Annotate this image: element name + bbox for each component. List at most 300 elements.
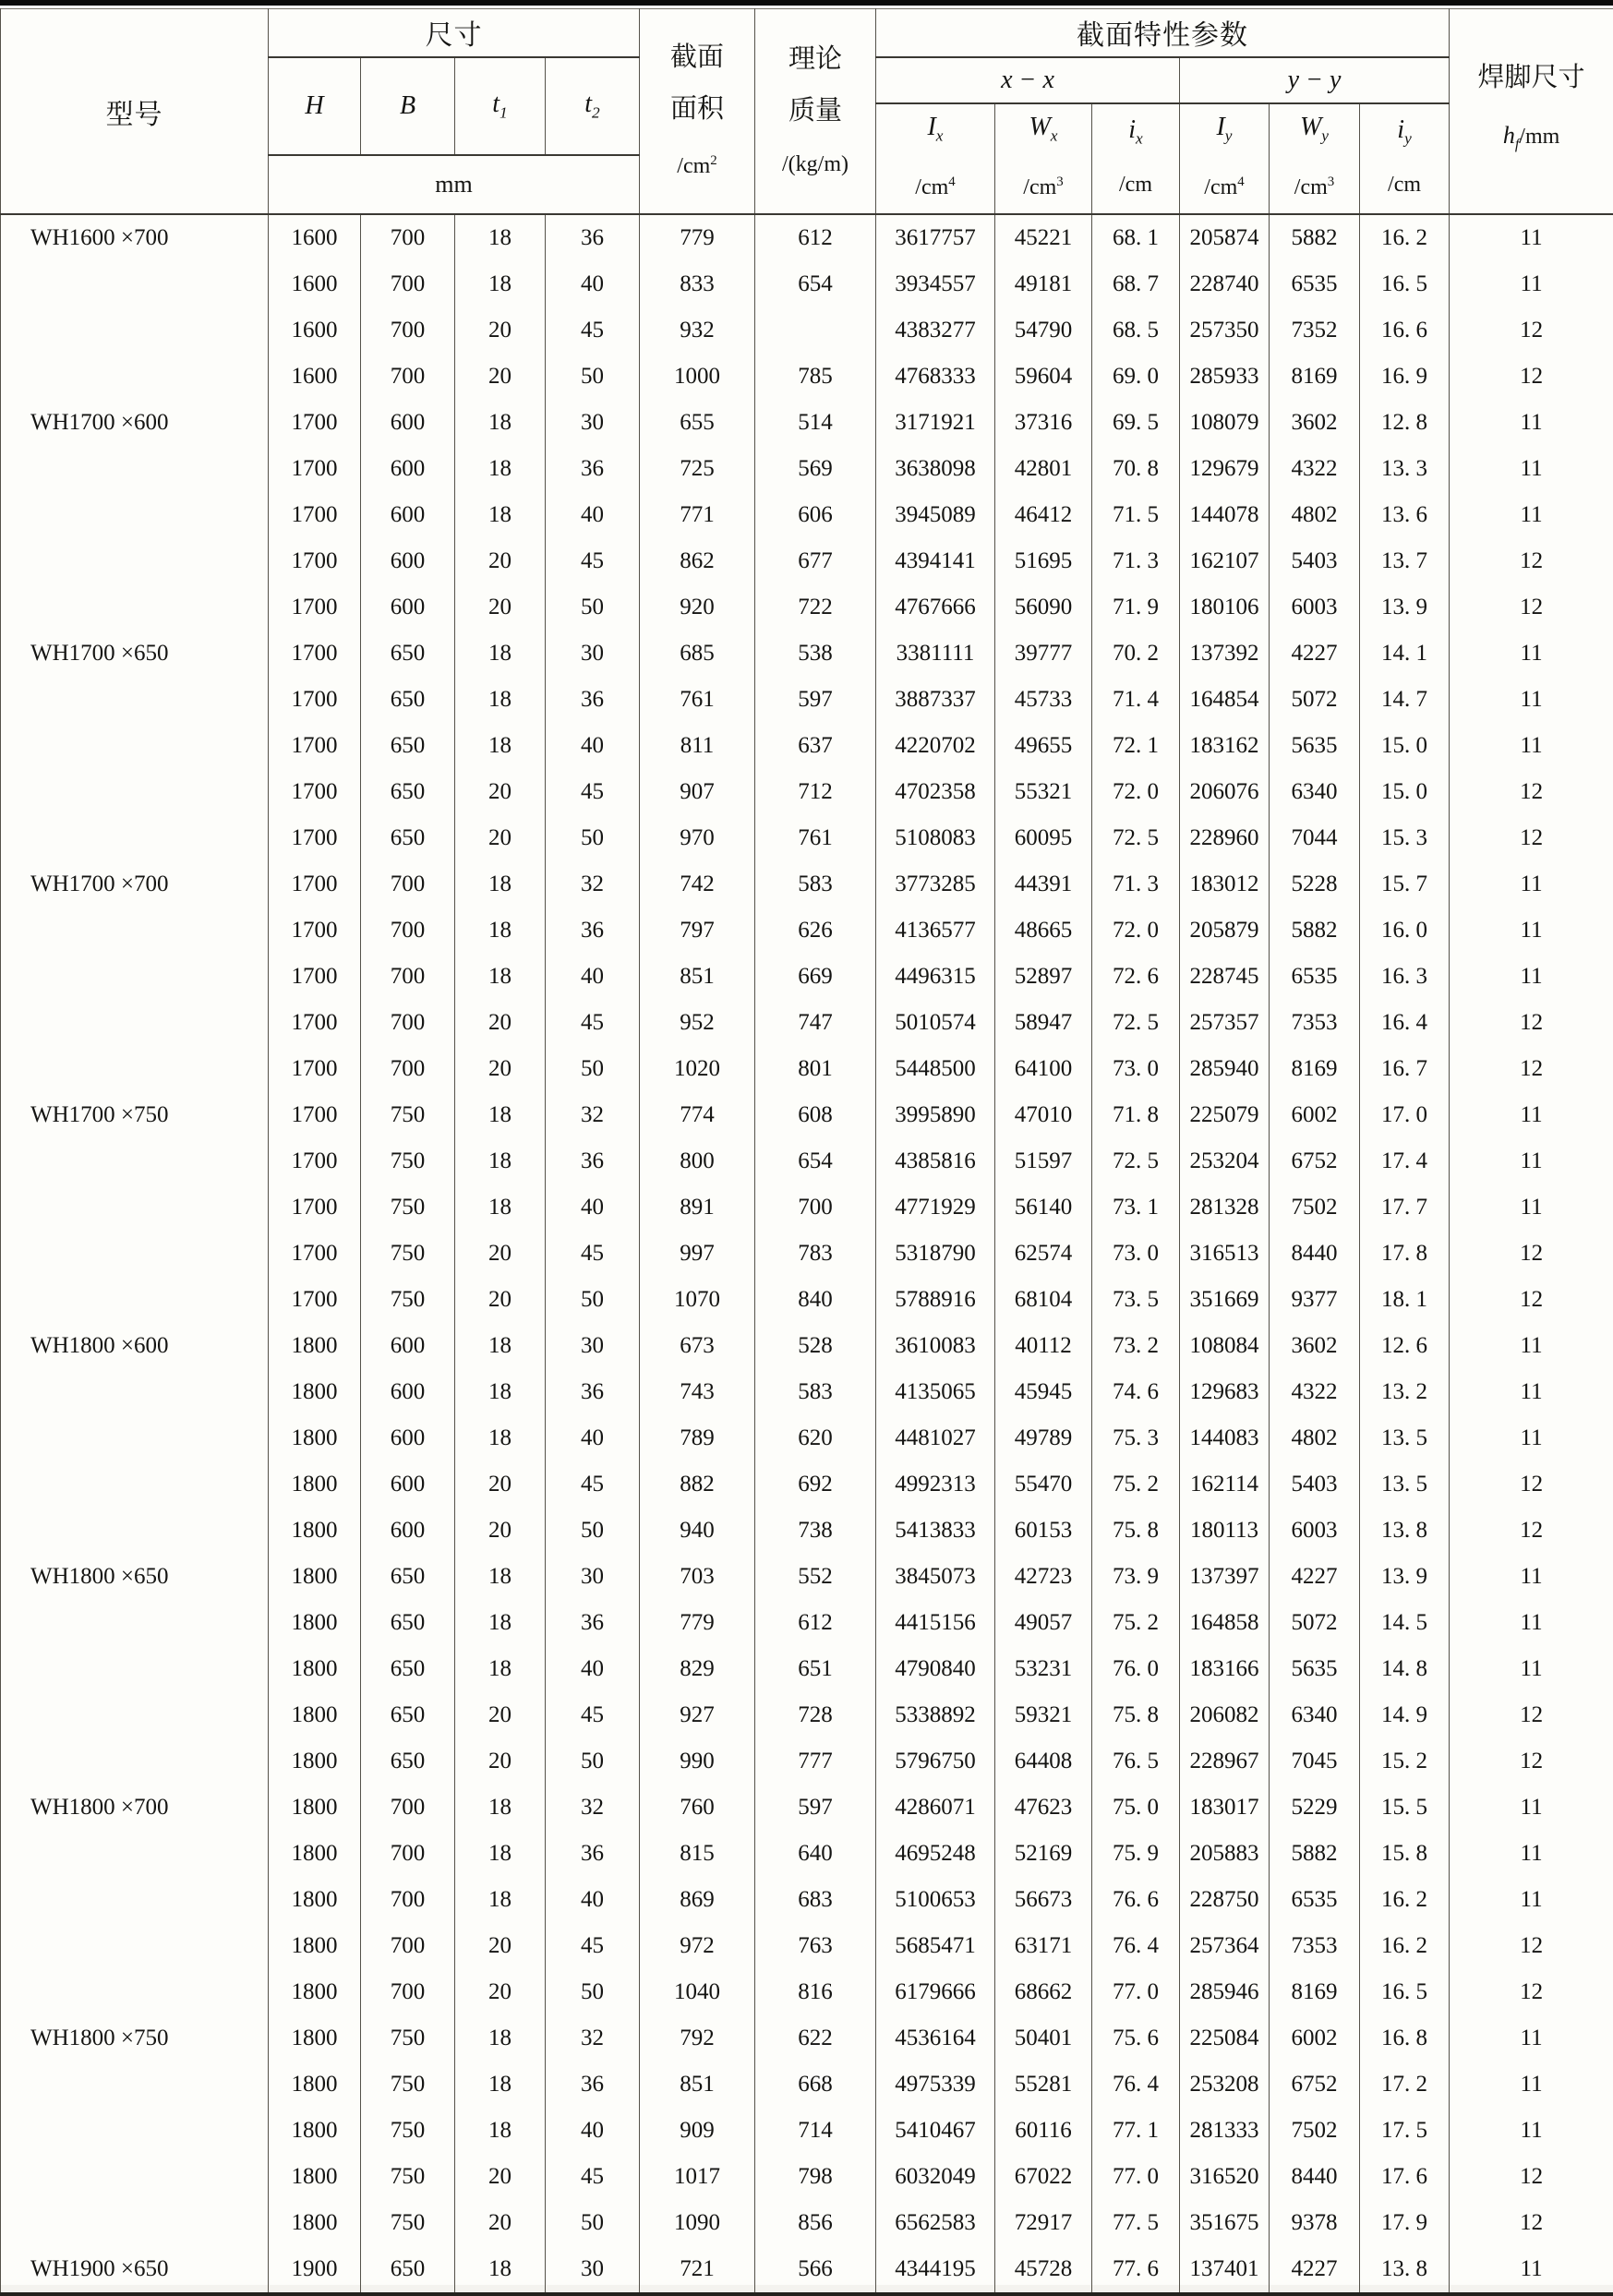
cell-Ix: 3934557 <box>876 261 995 307</box>
cell-t2: 36 <box>546 1831 640 1877</box>
cell-Ix: 3617757 <box>876 214 995 261</box>
cell-iy: 16. 4 <box>1360 1000 1450 1046</box>
cell-Ix: 3945089 <box>876 492 995 538</box>
cell-Wy: 6002 <box>1270 1092 1360 1138</box>
cell-iy: 17. 0 <box>1360 1092 1450 1138</box>
cell-t1: 18 <box>455 492 546 538</box>
col-header-area: 截面 面积 $/cm^2$ <box>640 9 755 215</box>
cell-Ix: 3638098 <box>876 446 995 492</box>
cell-area: 932 <box>640 307 755 354</box>
cell-H: 1700 <box>269 446 361 492</box>
cell-H: 1800 <box>269 1738 361 1785</box>
cell-mass: 620 <box>755 1415 876 1461</box>
table-row <box>1 1554 1613 1600</box>
cell-t1: 18 <box>455 1646 546 1692</box>
cell-ix: 77. 6 <box>1092 2246 1180 2294</box>
cell-Ix: 6562583 <box>876 2200 995 2246</box>
col-header-Iy: $I_y$ $/cm^4$ <box>1180 103 1270 215</box>
cell-mass: 538 <box>755 631 876 677</box>
cell-Wx: 58947 <box>995 1000 1092 1046</box>
cell-Wx: 50401 <box>995 2015 1092 2062</box>
cell-t2: 45 <box>546 2154 640 2200</box>
cell-t2: 50 <box>546 815 640 861</box>
cell-H: 1600 <box>269 261 361 307</box>
cell-area: 1017 <box>640 2154 755 2200</box>
cell-t1: 18 <box>455 1831 546 1877</box>
cell-t2: 45 <box>546 1461 640 1508</box>
cell-t1: 18 <box>455 1600 546 1646</box>
cell-Iy: 180113 <box>1180 1508 1270 1554</box>
cell-Wy: 5072 <box>1270 677 1360 723</box>
cell-Iy: 183017 <box>1180 1785 1270 1831</box>
cell-weld: 11 <box>1450 677 1613 723</box>
cell-t2: 45 <box>546 538 640 584</box>
cell-Wy: 4322 <box>1270 446 1360 492</box>
cell-ix: 75. 9 <box>1092 1831 1180 1877</box>
cell-t2: 45 <box>546 769 640 815</box>
cell-mass: 552 <box>755 1554 876 1600</box>
table-row <box>1 1092 1613 1138</box>
cell-Wx: 55281 <box>995 2062 1092 2108</box>
cell-Iy: 316520 <box>1180 2154 1270 2200</box>
cell-t1: 20 <box>455 584 546 631</box>
cell-B: 650 <box>361 677 455 723</box>
cell-Ix: 4702358 <box>876 769 995 815</box>
cell-t2: 40 <box>546 1415 640 1461</box>
cell-B: 700 <box>361 1969 455 2015</box>
cell-Ix: 4536164 <box>876 2015 995 2062</box>
cell-Iy: 228750 <box>1180 1877 1270 1923</box>
cell-H: 1600 <box>269 354 361 400</box>
cell-ix: 73. 2 <box>1092 1323 1180 1369</box>
cell-mass: 612 <box>755 1600 876 1646</box>
cell-t2: 36 <box>546 1600 640 1646</box>
cell-H: 1600 <box>269 214 361 261</box>
cell-Iy: 183166 <box>1180 1646 1270 1692</box>
cell-H: 1700 <box>269 492 361 538</box>
cell-weld: 11 <box>1450 1092 1613 1138</box>
cell-Wy: 6535 <box>1270 1877 1360 1923</box>
table-row <box>1 1323 1613 1369</box>
cell-B: 600 <box>361 538 455 584</box>
cell-weld: 12 <box>1450 1738 1613 1785</box>
cell-Ix: 4771929 <box>876 1184 995 1231</box>
cell-iy: 15. 3 <box>1360 815 1450 861</box>
cell-Wx: 39777 <box>995 631 1092 677</box>
cell-weld: 12 <box>1450 815 1613 861</box>
cell-ix: 75. 2 <box>1092 1600 1180 1646</box>
cell-iy: 17. 5 <box>1360 2108 1450 2154</box>
cell-Wx: 68662 <box>995 1969 1092 2015</box>
cell-t2: 32 <box>546 1785 640 1831</box>
cell-iy: 17. 6 <box>1360 2154 1450 2200</box>
cell-Wx: 40112 <box>995 1323 1092 1369</box>
cell-Iy: 257350 <box>1180 307 1270 354</box>
cell-area: 829 <box>640 1646 755 1692</box>
cell-area: 725 <box>640 446 755 492</box>
cell-t1: 18 <box>455 631 546 677</box>
col-header-Wx: $W_x$ $/cm^3$ <box>995 103 1092 215</box>
cell-t2: 36 <box>546 1138 640 1184</box>
col-header-xx-axis: x − x <box>876 57 1180 103</box>
cell-mass: 677 <box>755 538 876 584</box>
cell-mass: 669 <box>755 954 876 1000</box>
cell-iy: 15. 7 <box>1360 861 1450 908</box>
cell-t1: 20 <box>455 1000 546 1046</box>
cell-mass: 597 <box>755 1785 876 1831</box>
cell-Ix: 4975339 <box>876 2062 995 2108</box>
table-row <box>1 2246 1613 2294</box>
cell-B: 700 <box>361 1877 455 1923</box>
cell-H: 1800 <box>269 1323 361 1369</box>
cell-t2: 40 <box>546 261 640 307</box>
cell-H: 1800 <box>269 1415 361 1461</box>
cell-t1: 18 <box>455 2015 546 2062</box>
cell-Ix: 4415156 <box>876 1600 995 1646</box>
cell-t1: 18 <box>455 2108 546 2154</box>
cell-weld: 12 <box>1450 1923 1613 1969</box>
cell-t2: 30 <box>546 631 640 677</box>
cell-H: 1800 <box>269 1600 361 1646</box>
cell-B: 750 <box>361 1277 455 1323</box>
cell-weld: 11 <box>1450 1554 1613 1600</box>
cell-area: 761 <box>640 677 755 723</box>
cell-Wx: 42801 <box>995 446 1092 492</box>
cell-mass: 714 <box>755 2108 876 2154</box>
cell-H: 1700 <box>269 723 361 769</box>
cell-iy: 13. 8 <box>1360 2246 1450 2294</box>
cell-B: 600 <box>361 400 455 446</box>
cell-H: 1900 <box>269 2246 361 2294</box>
cell-ix: 70. 2 <box>1092 631 1180 677</box>
cell-B: 650 <box>361 723 455 769</box>
cell-B: 650 <box>361 2246 455 2294</box>
cell-mass: 606 <box>755 492 876 538</box>
cell-B: 700 <box>361 954 455 1000</box>
cell-t1: 20 <box>455 1461 546 1508</box>
cell-area: 771 <box>640 492 755 538</box>
cell-ix: 73. 1 <box>1092 1184 1180 1231</box>
cell-iy: 16. 2 <box>1360 1877 1450 1923</box>
cell-B: 600 <box>361 446 455 492</box>
cell-area: 909 <box>640 2108 755 2154</box>
cell-Iy: 351669 <box>1180 1277 1270 1323</box>
cell-t2: 50 <box>546 1277 640 1323</box>
cell-t1: 18 <box>455 1184 546 1231</box>
cell-area: 851 <box>640 2062 755 2108</box>
cell-iy: 15. 2 <box>1360 1738 1450 1785</box>
cell-Wy: 5072 <box>1270 1600 1360 1646</box>
cell-Iy: 253204 <box>1180 1138 1270 1184</box>
cell-t1: 20 <box>455 2200 546 2246</box>
cell-B: 600 <box>361 1508 455 1554</box>
cell-Wy: 5635 <box>1270 723 1360 769</box>
cell-ix: 75. 8 <box>1092 1692 1180 1738</box>
cell-Wy: 8440 <box>1270 1231 1360 1277</box>
cell-t1: 18 <box>455 1092 546 1138</box>
cell-B: 700 <box>361 261 455 307</box>
cell-H: 1700 <box>269 1000 361 1046</box>
cell-t2: 32 <box>546 1092 640 1138</box>
cell-Iy: 228745 <box>1180 954 1270 1000</box>
cell-B: 750 <box>361 2062 455 2108</box>
cell-t1: 18 <box>455 723 546 769</box>
cell-t1: 20 <box>455 769 546 815</box>
cell-iy: 13. 7 <box>1360 538 1450 584</box>
cell-iy: 13. 8 <box>1360 1508 1450 1554</box>
table-body <box>1 214 1613 2294</box>
cell-B: 750 <box>361 1184 455 1231</box>
cell-mass: 683 <box>755 1877 876 1923</box>
cell-B: 750 <box>361 2200 455 2246</box>
cell-area: 1000 <box>640 354 755 400</box>
cell-mass: 763 <box>755 1923 876 1969</box>
cell-t1: 18 <box>455 261 546 307</box>
cell-weld: 11 <box>1450 1184 1613 1231</box>
cell-Wy: 5635 <box>1270 1646 1360 1692</box>
cell-Ix: 4394141 <box>876 538 995 584</box>
cell-Iy: 183012 <box>1180 861 1270 908</box>
table-row <box>1 1785 1613 1831</box>
cell-weld: 11 <box>1450 1138 1613 1184</box>
cell-t1: 18 <box>455 1554 546 1600</box>
cell-mass: 747 <box>755 1000 876 1046</box>
cell-Wy: 6340 <box>1270 1692 1360 1738</box>
cell-H: 1800 <box>269 1461 361 1508</box>
cell-Iy: 164854 <box>1180 677 1270 723</box>
cell-H: 1800 <box>269 2108 361 2154</box>
cell-t1: 20 <box>455 1231 546 1277</box>
cell-weld: 12 <box>1450 769 1613 815</box>
cell-B: 700 <box>361 1000 455 1046</box>
cell-t1: 18 <box>455 214 546 261</box>
cell-area: 703 <box>640 1554 755 1600</box>
cell-B: 700 <box>361 214 455 261</box>
cell-H: 1700 <box>269 677 361 723</box>
cell-Wy: 5229 <box>1270 1785 1360 1831</box>
cell-H: 1700 <box>269 538 361 584</box>
cell-Wx: 62574 <box>995 1231 1092 1277</box>
cell-Iy: 285940 <box>1180 1046 1270 1092</box>
cell-Ix: 4790840 <box>876 1646 995 1692</box>
col-header-weld: 焊脚尺寸 $h_f/mm$ <box>1450 9 1613 215</box>
cell-t2: 32 <box>546 861 640 908</box>
cell-iy: 16. 7 <box>1360 1046 1450 1092</box>
cell-Wy: 4227 <box>1270 2246 1360 2294</box>
cell-H: 1800 <box>269 2015 361 2062</box>
cell-t2: 45 <box>546 1231 640 1277</box>
cell-Ix: 4385816 <box>876 1138 995 1184</box>
model-cell: WH1800 ×600 <box>1 1323 269 1554</box>
cell-iy: 16. 2 <box>1360 1923 1450 1969</box>
cell-t1: 20 <box>455 1508 546 1554</box>
cell-B: 650 <box>361 1600 455 1646</box>
cell-ix: 77. 1 <box>1092 2108 1180 2154</box>
cell-H: 1800 <box>269 1785 361 1831</box>
cell-Wx: 47623 <box>995 1785 1092 1831</box>
cell-B: 700 <box>361 1831 455 1877</box>
table-row <box>1 2015 1613 2062</box>
cell-area: 789 <box>640 1415 755 1461</box>
cell-area: 952 <box>640 1000 755 1046</box>
table-row <box>1 631 1613 677</box>
cell-Wy: 7502 <box>1270 2108 1360 2154</box>
cell-Iy: 285946 <box>1180 1969 1270 2015</box>
cell-mass: 738 <box>755 1508 876 1554</box>
cell-ix: 73. 0 <box>1092 1046 1180 1092</box>
col-header-mm-unit: mm <box>269 155 640 214</box>
cell-t1: 18 <box>455 677 546 723</box>
cell-H: 1700 <box>269 1184 361 1231</box>
cell-Wy: 5882 <box>1270 908 1360 954</box>
cell-weld: 12 <box>1450 2200 1613 2246</box>
cell-ix: 76. 6 <box>1092 1877 1180 1923</box>
cell-Wx: 55321 <box>995 769 1092 815</box>
cell-Wy: 3602 <box>1270 400 1360 446</box>
cell-area: 673 <box>640 1323 755 1369</box>
cell-ix: 69. 0 <box>1092 354 1180 400</box>
cell-Wy: 8169 <box>1270 1046 1360 1092</box>
cell-Iy: 129679 <box>1180 446 1270 492</box>
cell-Wy: 7353 <box>1270 1000 1360 1046</box>
cell-B: 650 <box>361 1646 455 1692</box>
cell-area: 970 <box>640 815 755 861</box>
cell-Wx: 44391 <box>995 861 1092 908</box>
cell-Ix: 4383277 <box>876 307 995 354</box>
cell-t1: 18 <box>455 1369 546 1415</box>
col-header-ix: $i_x$ /cm <box>1092 103 1180 215</box>
cell-mass: 761 <box>755 815 876 861</box>
cell-mass: 514 <box>755 400 876 446</box>
cell-iy: 17. 2 <box>1360 2062 1450 2108</box>
model-cell: WH1800 ×700 <box>1 1785 269 2015</box>
cell-B: 750 <box>361 1092 455 1138</box>
cell-Wy: 3602 <box>1270 1323 1360 1369</box>
cell-weld: 12 <box>1450 1461 1613 1508</box>
cell-weld: 12 <box>1450 1692 1613 1738</box>
cell-weld: 11 <box>1450 861 1613 908</box>
cell-iy: 16. 3 <box>1360 954 1450 1000</box>
cell-ix: 75. 2 <box>1092 1461 1180 1508</box>
cell-t2: 30 <box>546 1323 640 1369</box>
cell-mass: 840 <box>755 1277 876 1323</box>
cell-iy: 17. 9 <box>1360 2200 1450 2246</box>
cell-H: 1700 <box>269 861 361 908</box>
cell-Iy: 144083 <box>1180 1415 1270 1461</box>
cell-t2: 40 <box>546 492 640 538</box>
cell-Ix: 3887337 <box>876 677 995 723</box>
cell-H: 1700 <box>269 908 361 954</box>
cell-H: 1800 <box>269 1923 361 1969</box>
cell-ix: 71. 9 <box>1092 584 1180 631</box>
cell-iy: 17. 7 <box>1360 1184 1450 1231</box>
cell-Iy: 108079 <box>1180 400 1270 446</box>
cell-iy: 16. 5 <box>1360 261 1450 307</box>
model-cell: WH1700 ×700 <box>1 861 269 1092</box>
cell-ix: 72. 5 <box>1092 1000 1180 1046</box>
table-row <box>1 861 1613 908</box>
cell-mass: 637 <box>755 723 876 769</box>
cell-t1: 20 <box>455 815 546 861</box>
cell-iy: 13. 5 <box>1360 1415 1450 1461</box>
cell-t2: 36 <box>546 908 640 954</box>
cell-area: 760 <box>640 1785 755 1831</box>
cell-t2: 50 <box>546 584 640 631</box>
cell-iy: 15. 0 <box>1360 723 1450 769</box>
cell-area: 869 <box>640 1877 755 1923</box>
cell-B: 700 <box>361 1923 455 1969</box>
cell-Wx: 45728 <box>995 2246 1092 2294</box>
cell-ix: 76. 4 <box>1092 2062 1180 2108</box>
cell-weld: 11 <box>1450 631 1613 677</box>
cell-Ix: 5010574 <box>876 1000 995 1046</box>
cell-weld: 11 <box>1450 1877 1613 1923</box>
cell-Ix: 5448500 <box>876 1046 995 1092</box>
cell-Iy: 205874 <box>1180 214 1270 261</box>
cell-iy: 14. 8 <box>1360 1646 1450 1692</box>
cell-ix: 69. 5 <box>1092 400 1180 446</box>
cell-iy: 13. 9 <box>1360 1554 1450 1600</box>
cell-ix: 68. 7 <box>1092 261 1180 307</box>
cell-Iy: 228960 <box>1180 815 1270 861</box>
cell-B: 750 <box>361 1231 455 1277</box>
cell-Iy: 180106 <box>1180 584 1270 631</box>
cell-H: 1800 <box>269 1692 361 1738</box>
cell-Wx: 52169 <box>995 1831 1092 1877</box>
cell-Ix: 4496315 <box>876 954 995 1000</box>
cell-Wy: 5228 <box>1270 861 1360 908</box>
cell-Iy: 351675 <box>1180 2200 1270 2246</box>
cell-iy: 14. 5 <box>1360 1600 1450 1646</box>
cell-ix: 72. 5 <box>1092 815 1180 861</box>
cell-weld: 11 <box>1450 723 1613 769</box>
cell-Ix: 3773285 <box>876 861 995 908</box>
cell-Iy: 225079 <box>1180 1092 1270 1138</box>
cell-Iy: 285933 <box>1180 354 1270 400</box>
cell-mass: 654 <box>755 261 876 307</box>
cell-H: 1800 <box>269 2200 361 2246</box>
cell-Wy: 6003 <box>1270 584 1360 631</box>
cell-weld: 12 <box>1450 1277 1613 1323</box>
model-cell: WH1800 ×750 <box>1 2015 269 2246</box>
cell-t2: 36 <box>546 2062 640 2108</box>
cell-Wy: 9377 <box>1270 1277 1360 1323</box>
cell-Iy: 225084 <box>1180 2015 1270 2062</box>
cell-area: 743 <box>640 1369 755 1415</box>
cell-ix: 76. 4 <box>1092 1923 1180 1969</box>
cell-Wx: 53231 <box>995 1646 1092 1692</box>
cell-Wx: 59321 <box>995 1692 1092 1738</box>
cell-area: 851 <box>640 954 755 1000</box>
cell-weld: 11 <box>1450 1600 1613 1646</box>
cell-mass: 856 <box>755 2200 876 2246</box>
cell-Wy: 8440 <box>1270 2154 1360 2200</box>
cell-Ix: 5685471 <box>876 1923 995 1969</box>
cell-t1: 18 <box>455 446 546 492</box>
cell-Wy: 6535 <box>1270 261 1360 307</box>
cell-mass <box>755 307 876 354</box>
cell-Ix: 5796750 <box>876 1738 995 1785</box>
cell-t2: 45 <box>546 1692 640 1738</box>
cell-mass: 566 <box>755 2246 876 2294</box>
col-header-t2: $t_2$ <box>546 57 640 156</box>
cell-Ix: 4767666 <box>876 584 995 631</box>
cell-H: 1700 <box>269 584 361 631</box>
col-header-mass: 理论 质量 /(kg/m) <box>755 9 876 215</box>
cell-H: 1800 <box>269 1369 361 1415</box>
model-cell: WH1700 ×650 <box>1 631 269 861</box>
col-header-iy: $i_y$ /cm <box>1360 103 1450 215</box>
